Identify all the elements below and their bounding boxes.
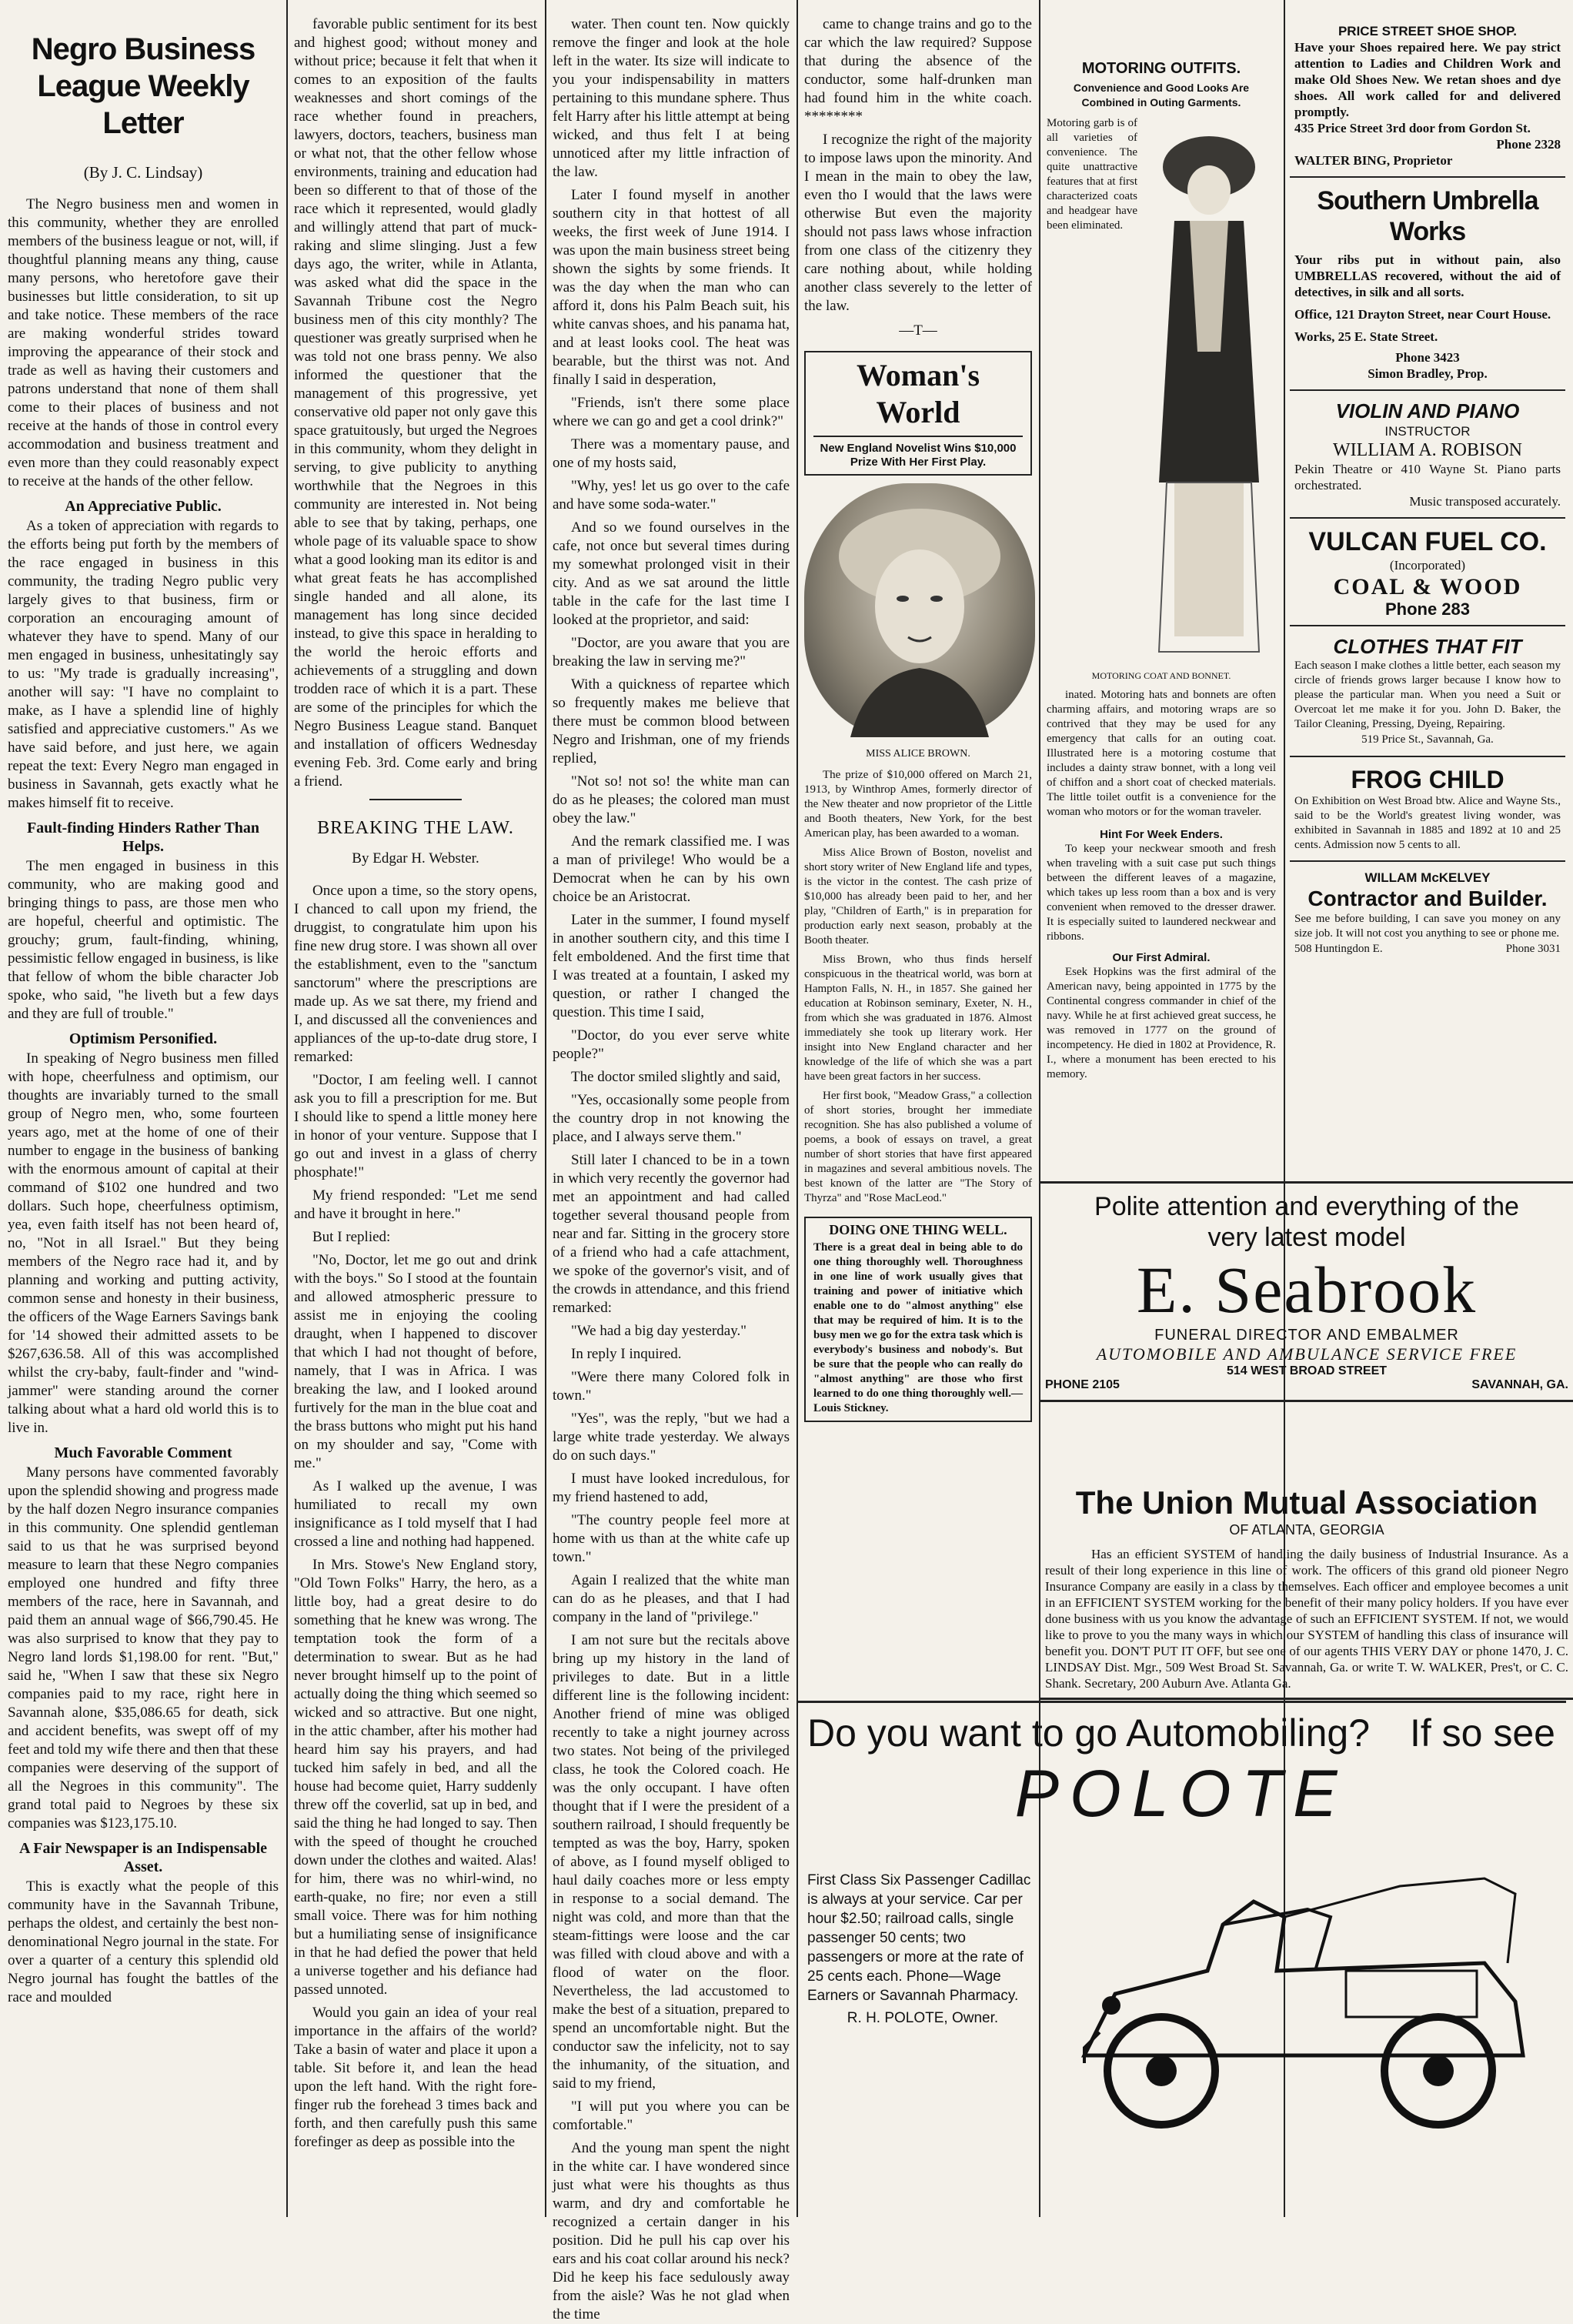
ad-seabrook <box>1040 1181 1573 1402</box>
paragraph: Many persons have commented favorably upon the splendid showing and progress made by the half dozen Negro insurance companies in this community. One splendid gentleman said to us that he was surprised beyond measure to learn that these Negro companies employed one hundred and fifty three members of the race, here in Savannah, and paid them an annual wage of $66,790.45. He was also surprised to know that they pay to Negro land lords $1,198.00 for rent. "But," said he, "When I saw that these six Negro companies paid to my race, right here in Savannah alone, $35,086.65 for death, sick and accident benefits, was swept off of my feet and told my wife there and then that these companies were deserving of the support of all the Negroes in this community". The grand total paid to Negroes by these six companies was $123,175.10. <box>8 1464 279 1831</box>
paragraph: "Yes, occasionally some people from the country drop in not knowing the place, and I always serve them." <box>553 1092 790 1145</box>
divider: —T— <box>899 322 937 339</box>
paragraph: Her first book, "Meadow Grass," a collection of short stories, brought her immediate recognition. She has also published a volume of poems, a book of essays on travel, a great number of short stories that have first appeared in magazines and several ambitious novels. The best known of the latter are "The Story of Thyrza" and "Rose MacLeod." <box>804 1090 1032 1204</box>
paragraph: favorable public sentiment for its best and highest good; without money and without price; because it felt that when it comes to an exposition of the faults weaknesses and short comings of the race whether found in preachers, lawyers, doctors, teachers, business man or what not, that the other fellow whose environments, training and education had been so different to that of those of the race which it represented, would gladly and willingly attend that part of muck-raking and slime slinging. Just a few days ago, the writer, while in Atlanta, was asked what did the space in the Savannah Tribune cost the Negro business men of this city monthly? The questioner was greatly surprised when he was told not one brass penny. We also informed the questioner that the management of this progressive, yet conservative old paper not only gave this space gratuitously, but urged the Negroes in this community, whom they delight in serving, to give publicity to anything worthwhile that the Negroes in this community are interested in. Not being able to see that by taking, perhaps, one whole page of its valuable space to show what a good looking man its editor is and what great feats he has accomplished single handed and all alone, its management has long since decided instead, to give this space in heralding to the world the heroic efforts and achievements of a struggling and down trodden race of which it is a part. These are some of the principles for which the Negro Business League stand. Banquet and installation of officers Wednesday evening Feb. 3rd. Come early and bring a friend. <box>294 16 537 790</box>
column-motoring <box>1047 15 1276 1170</box>
ad-phone: Phone 2328 <box>1496 137 1561 152</box>
womans-world-title: Woman's World <box>813 357 1023 437</box>
ad-title: CLOTHES THAT FIT <box>1333 635 1522 658</box>
subheading: Hint For Week Enders. <box>1100 828 1223 841</box>
paragraph: Motoring garb is of all varieties of convenience. The quite unattractive features that at first characterized coats and headgear have been eliminated. <box>1047 117 1137 232</box>
paragraph: In Mrs. Stowe's New England story, "Old Town Folks" Harry, the hero, as a little boy, had a great desire to do something that he knew was wrong. The temptation took the form of a determination to swear. But as he had never brought himself up to the point of actually doing the thing which seemed so wicked and so attractive. But one night, in the attic chamber, after his mother had heard him say his prayers, and had tucked him safely in bed, and all the house had become quiet, Harry suddenly threw off the coverlid, sat up in bed, and said the thing he had longed to say. Then with the speed of thought he crouched down under the clothes and waited. Alas! for him, there was no whirl-wind, no earth-quake, no fire; nor even a still small voice. There was for him nothing but a humiliating sense of insignificance in that he had defied the power that held a universe together and his defiance had passed unnoted. <box>294 1557 537 1998</box>
paragraph: "Doctor, I am feeling well. I cannot ask you to fill a prescription for me. But I should like to spend a little money here in honor of your venture. Suppose that I go out and invest in a glass of cherry phosphate!" <box>294 1072 537 1180</box>
paragraph: Miss Alice Brown of Boston, novelist and short story writer of New England life and types, is the victor in the contest. The cash prize of $10,000 has already been paid to her, and her play, "Children of Earth," is in preparation for production early next season, probably at the Booth theater. <box>804 846 1032 947</box>
ad-phone: Phone 3031 <box>1505 943 1561 955</box>
paragraph: Esek Hopkins was the first admiral of the American navy, being appointed in 1775 by the Continental congress commander in chief of the navy. While he at first achieved great success, he was removed in 1777 on the ground of incompetency. He died in 1802 at Providence, R. I., where a monument has been erected to his memory. <box>1047 966 1276 1080</box>
ad-title: PRICE STREET SHOE SHOP. <box>1338 24 1518 38</box>
ad-phone: PHONE 2105 <box>1045 1378 1120 1391</box>
column-ads <box>1290 15 1565 1170</box>
subheading: Much Favorable Comment <box>54 1444 232 1461</box>
column-breaking-law-1 <box>294 15 537 2216</box>
ad-text: Your ribs put in without pain, also UMBRELLAS recovered, without the aid of detectives, in silk and all sorts. <box>1294 252 1561 299</box>
paragraph: There was a momentary pause, and one of my hosts said, <box>553 436 790 471</box>
paragraph: My friend responded: "Let me send and have it brought in here." <box>294 1187 537 1222</box>
paragraph: Again I realized that the white man can do as he pleases, and that I had company in the land of "privilege." <box>553 1572 790 1625</box>
paragraph: In speaking of Negro business men filled with hope, cheerfulness and optimism, our thoughts are invariably turned to the small group of Negro men, who, some fourteen years ago, met at the home of one of their number to engage in the business of banking with the enormous amount of capital at their command of $102 one hundred and two dollars. Such hope, cheerfulness optimism, yea, even faith itself has not been heard of, no, "Not in all Israel." But they being members of the Negro race had it, and by planning and working and putting activity, common sense and honesty in their business, the officers of the Wage Earners Savings bank for '14 showed their admitted assets to be $267,636.58. All of this was accomplished whilst the cry-baby, fault-finder and "wind-jammer" were standing around the corner talking about what a hard old world this is to live in. <box>8 1050 279 1436</box>
paragraph: "No, Doctor, let me go out and drink with the boys." So I stood at the fountain and allowed atmospheric pressure to assist me in enjoying the cooling draught, when I happened to discover that which I had not thought of before, namely, that I was in Africa. I was breaking the law, and I looked around furtively for the man in the blue coat and the brass buttons who might put his hand on my shoulder and say, "Come with me." <box>294 1252 537 1471</box>
ad-works: Works, 25 E. State Street. <box>1294 329 1438 344</box>
column-rule <box>545 0 546 2217</box>
paragraph: And the remark classified me. I was a man of privilege! Who would be a Democrat when he can by his own choice be an Aristocrat. <box>553 833 790 905</box>
ad-owner: WALTER BING, Proprietor <box>1294 153 1453 168</box>
paragraph: In reply I inquired. <box>571 1346 682 1362</box>
ad-address: 514 WEST BROAD STREET <box>1226 1364 1388 1377</box>
ad-text: See me before building, I can save you money on any size job. It will not cost you anything to see or phone me. <box>1294 913 1561 940</box>
womans-world-box <box>804 351 1032 476</box>
paragraph: came to change trains and go to the car which the law required? Suppose that during the absence of the conductor, some half-drunken man had found him in the white coach. ******** <box>804 16 1032 125</box>
ad-owner: Simon Bradley, Prop. <box>1368 366 1488 381</box>
ad-name: POLOTE <box>1014 1757 1348 1831</box>
ad-text: First Class Six Passenger Cadillac is always at your service. Car per hour $2.50; railroad calls, single passenger 50 cents; two passengers or more at the rate of 25 cents each. Phone—Wage Earners or Savannah Pharmacy. <box>807 1872 1031 2004</box>
paragraph: And so we found ourselves in the cafe, not once but several times during my somewhat prolonged visit in their city. And as we sat around the little table in the cafe for the last time I looked at the proprietor, and said: <box>553 519 790 628</box>
ad-owner: R. H. POLOTE, Owner. <box>847 2010 999 2026</box>
doing-one-thing-box <box>804 1217 1032 1422</box>
subheading: A Fair Newspaper is an Indispensable Asset. <box>18 1840 268 1875</box>
motoring-coat-illustration <box>1144 121 1274 659</box>
ad-shoe-shop <box>1290 15 1565 178</box>
ad-subtitle: INSTRUCTOR <box>1384 424 1471 439</box>
ad-clothes-that-fit <box>1290 626 1565 757</box>
ad-office: Office, 121 Drayton Street, near Court House. <box>1294 307 1551 322</box>
ad-text: Pekin Theatre or 410 Wayne St. Piano parts orchestrated. <box>1294 462 1561 493</box>
paragraph: "Not so! not so! the white man can do as he pleases; the colored man must obey the law." <box>553 773 790 826</box>
ad-title: Southern Umbrella Works <box>1317 186 1538 246</box>
subheading: An Appreciative Public. <box>65 498 222 515</box>
ad-phone: Phone 3423 <box>1395 350 1460 365</box>
ad-service: AUTOMOBILE AND AMBULANCE SERVICE FREE <box>1096 1344 1518 1364</box>
paragraph: As I walked up the avenue, I was humiliated to recall my own insignificance as I told myself that I had crossed a line and nothing had happened. <box>294 1478 537 1550</box>
photo-caption: MISS ALICE BROWN. <box>866 748 970 760</box>
subheading: Fault-finding Hinders Rather Than Helps. <box>26 820 260 855</box>
paragraph: water. Then count ten. Now quickly remove the finger and look at the hole left in the water. Its size will indicate to you your indispensability in matters pertaining to this mundane sphere. Thus felt Harry after his little attempt at being wicked, and thus felt I at being unnoticed after my little infraction of the law. <box>553 16 790 180</box>
story-title: BREAKING THE LAW. <box>317 818 514 838</box>
paragraph: Would you gain an idea of your real importance in the affairs of the world? Take a basin of water and place it upon a table. Sit before it, and lean the head upon the left hand. With the right fore-finger rub the forehead 3 times back and forth, and then carefully push this same forefinger as deep as possible into the <box>294 2005 537 2150</box>
ad-name: WILLIAM A. ROBISON <box>1333 440 1522 460</box>
ad-line: very latest model <box>1207 1223 1406 1252</box>
paragraph: This is exactly what the people of this community have in the Savannah Tribune, perhaps the oldest, and certainly the best non-denominational Negro journal in the state. For over a quarter of a century this splendid old Negro journal has fought the battles of the race and moulded <box>8 1878 279 2005</box>
paragraph: "Yes", was the reply, "but we had a large white trade yesterday. We always do on such days." <box>553 1411 790 1464</box>
ad-frog-child <box>1290 757 1565 862</box>
article-title: MOTORING OUTFITS. <box>1081 60 1241 77</box>
paragraph: I am not sure but the recitals above bring up my history in the land of privileges to date. But in a little different line is the following incident: Another friend of mine was obliged recently to take a night journey across two states. Not being of the privileged class, he took the Colored coach. He was the only occupant. I have often thought that if I were the president of a southern railroad, I should frequently be tempted as was the boy, Harry, spoken of above, as I found myself obliged to haul daily coaches more or less empty in response to a social demand. The night was cold, and more than that the steam-fittings were loose and the car was filled with cloud above and with a flood of water on the floor. Nevertheless, the lad accustomed to make the best of a situation, prepared to spend an uncomfortable night. But the conductor saw the infelicity, not to say the inhumanity, of the situation, and said to my friend, <box>553 1632 790 2092</box>
ad-title: Contractor and Builder. <box>1307 887 1548 910</box>
column-womans-world <box>804 15 1032 1562</box>
ad-address: 519 Price St., Savannah, Ga. <box>1361 733 1494 746</box>
paragraph: And the young man spent the night in the white car. I have wondered since just what were his thoughts as thus warm, and dry and comfortable he recognized a certain danger in his position. Did he pull his cap over his ears and his coat collar around his neck? Did he keep his face sedulously away from the aisle? Was he not glad when the time <box>553 2140 790 2322</box>
ad-umbrella-works <box>1290 178 1565 391</box>
ad-title: FROG CHILD <box>1351 766 1505 793</box>
column-business-league <box>8 15 279 2216</box>
divider <box>369 799 462 800</box>
ad-subtitle: (Incorporated) <box>1389 558 1466 573</box>
ad-mckelvey <box>1290 862 1565 965</box>
ad-address: 508 Huntingdon E. <box>1294 943 1383 955</box>
article-body <box>8 195 279 2007</box>
ad-note: Music transposed accurately. <box>1409 494 1561 509</box>
portrait-photo <box>804 483 1035 737</box>
ad-polote <box>797 1701 1566 2211</box>
paragraph: The Negro business men and women in this community, whether they are enrolled members of the business league or not, will, if thoughtful planning means any thing, cause many persons, who heretofore gave their businesses but little consideration, to sit up and take notice. These members of the race are making wonderful strides toward improving the appearance of their stock and trade as well as having their customers and patrons understand that none of them shall come to their places of business and not receive at the hands of those in control every accommodation and business treatment and even more than they could reasonably expect to receive at the hands of the other fellow. <box>8 196 279 489</box>
ad-name: E. Seabrook <box>1136 1253 1478 1327</box>
ad-text: On Exhibition on West Broad btw. Alice and Wayne Sts., said to be the World's greatest living wonder, was exhibited in Savannah in 1885 and 1892 at 10 and 25 cents. Admission now 5 cents to all. <box>1294 795 1561 851</box>
story-byline: By Edgar H. Webster. <box>352 850 479 866</box>
subheading: Our First Admiral. <box>1112 951 1211 964</box>
paragraph: The doctor smiled slightly and said, <box>571 1069 781 1085</box>
paragraph: But I replied: <box>312 1229 391 1245</box>
paragraph: "Doctor, do you ever serve white people?" <box>553 1027 790 1062</box>
ad-city: SAVANNAH, GA. <box>1471 1378 1568 1391</box>
paragraph: With a quickness of repartee which so frequently makes me believe that there must be common blood between Negro and Irishman, one of my friends replied, <box>553 676 790 766</box>
paragraph: "Were there many Colored folk in town." <box>553 1369 790 1404</box>
paragraph: Later I found myself in another southern city in that hottest of all weeks, the first week of June 1914. I was upon the main business street being shown the sights by some friends. It was the day when the man who can afford it, dons his Palm Beach suit, his white canvas shoes, and his panama hat, and at least looks cool. The heat was bearable, but the thirst was not. And finally I said in desperation, <box>553 187 790 388</box>
paragraph: Once upon a time, so the story opens, I chanced to call upon my friend, the druggist, to congratulate him upon his fine new drug store. I was shown all over the establishment, even to the "sanctum sanctorum" where the prescriptions are made up. As we sat there, my friend and I, and discussed all the conveniences and appliances of the up-to-date drug store, I remarked: <box>294 883 537 1065</box>
paragraph: "We had a big day yesterday." <box>571 1323 746 1339</box>
paragraph: "I will put you where you can be comfortable." <box>553 2099 790 2133</box>
paragraph: The men engaged in business in this community, who are making good and bringing things to pass, are those men who are hopeful, cheerful and optimistic. The grouchy; grum, fault-finding, whining, pessimistic fellow engaged in business, is like that fellow of whom the bible character Job spoke, who said, "he liveth but a few days and they are full of trouble." <box>8 858 279 1022</box>
paragraph: "Friends, isn't there some place where we can go and get a cool drink?" <box>553 395 790 429</box>
ad-vulcan-fuel <box>1290 519 1565 626</box>
ad-address: 435 Price Street 3rd door from Gordon St. <box>1294 121 1531 135</box>
paragraph: Still later I chanced to be in a town in which very recently the governor had met an appointment and had called together several thousand people from near and far. Sitting in the grocery store of a friend who had a cafe attachment, we spoke of the governor's visit, and of the crowds in attendance, and this friend remarked: <box>553 1152 790 1316</box>
ad-union-mutual <box>1040 1478 1573 1700</box>
subheading: Optimism Personified. <box>68 1030 218 1047</box>
paragraph: "Doctor, are you aware that you are breaking the law in serving me?" <box>553 635 790 669</box>
column-rule <box>286 0 288 2217</box>
ad-role: FUNERAL DIRECTOR AND EMBALMER <box>1154 1327 1459 1344</box>
headline: Negro Business League Weekly Letter <box>31 32 255 140</box>
ad-name: WILLAM McKELVEY <box>1364 870 1491 885</box>
ad-text: Each season I make clothes a little better, each season my circle of friends grows larger because I know how to please the particular man. When you need a Suit or Overcoat let me make it for you. John D. Baker, the Tailor Cleaning, Pressing, Dyeing, Repairing. <box>1294 659 1561 730</box>
paragraph: Later in the summer, I found myself in another southern city, and this time I felt emboldened. And the first time that I was treated at a fountain, I asked my question, or rather I changed the question. This time I said, <box>553 912 790 1020</box>
automobile-illustration <box>1054 1840 1546 2163</box>
figure-caption: MOTORING COAT AND BONNET. <box>1091 670 1231 681</box>
ad-phone: Phone 283 <box>1384 599 1471 619</box>
paragraph: As a token of appreciation with regards to the efforts being put forth by the members of the race engaged in business in this community, the trading Negro public very largely gives to that business, firm or corporation an encouraging amount of whatever they have to spend. Many of our men engaged in business, unhesitatingly say to us: "My trade is gradually increasing", another will say: "I have no complaint to make, as I have a splendid line of highly satisfied and appreciative customers." As we have said before, and just here, we again repeat the text: Every Negro man engaged in business in Savannah, gets exactly what he makes himself fit to receive. <box>8 518 279 811</box>
paragraph: To keep your neckwear smooth and fresh when traveling with a suit case put such things between the different leaves of a magazine, which takes up less room than a box and is very convenient when removed to the dresser drawer. It is especially suited to laundered neckwear and ribbons. <box>1047 843 1276 943</box>
paragraph: I must have looked incredulous, for my friend hastened to add, <box>553 1471 790 1505</box>
paragraph: inated. Motoring hats and bonnets are often charming affairs, and motoring wraps are so contrived that they may be used for any emergency that calls for an outing coat. Illustrated here is a motoring costume that includes a dainty straw bonnet, with a long veil of chiffon and a short coat of checked materials. The little toilet outfit is a convenience for the woman who motors or for the woman traveler. <box>1047 689 1276 818</box>
ad-product: COAL & WOOD <box>1333 574 1522 599</box>
ad-title: VULCAN FUEL CO. <box>1308 527 1547 556</box>
ad-title: VIOLIN AND PIANO <box>1335 399 1520 422</box>
portrait-illustration <box>804 483 1035 737</box>
womans-world-subtitle: New England Novelist Wins $10,000 Prize With Her First Play. <box>820 442 1017 469</box>
paragraph: "Why, yes! let us go over to the cafe and have some soda-water." <box>553 478 790 513</box>
paragraph: I recognize the right of the majority to impose laws upon the minority. And I mean in the main to obey the law, even tho I would that the laws were otherwise But even the majority should not pass laws whose infraction from one class of the citizenry they care nothing about, while holding another class severely to the letter of the law. <box>804 132 1032 314</box>
ad-text: Have your Shoes repaired here. We pay strict attention to Ladies and Children Work and make Old Shoes New. We retan shoes and dye shoes. All work called for and delivered promptly. <box>1294 40 1561 119</box>
ad-text: Has an efficient SYSTEM of handling the daily business of Industrial Insurance. As a result of their long experience in this line of work. The officers of this grand old pioneer Negro Insurance Company are easily in a class by themselves. Each officer and employee becomes a unit in an EFFICIENT SYSTEM working for the benefit of their many policy holders. If you have ever done business with us you know the advantage of such an EFFICIENT SYSTEM. If not, we would like to prove to you the many ways in which our SYSTEM of handling this class of insurance will benefit you. DON'T PUT IT OFF, but see one of our agents THIS VERY DAY or phone 1470, J. C. LINDSAY Dist. Mgr., 509 West Broad St. Savannah, Ga. or write T. W. WALKER, Pres't, or C. C. Shank. Secretary, 200 Auburn Ave. Atlanta Ga. <box>1045 1547 1568 1691</box>
ad-subtitle: OF ATLANTA, GEORGIA <box>1229 1522 1384 1538</box>
box-title: DOING ONE THING WELL. <box>829 1222 1007 1237</box>
ad-headline: Do you want to go Automobiling? <box>807 1711 1371 1755</box>
paragraph: The prize of $10,000 offered on March 21, 1913, by Winthrop Ames, formerly director of the New theater and now proprietor of the Little and Booth theaters, New York, for the best American play, has been awarded to a woman. <box>804 769 1032 840</box>
box-text: There is a great deal in being able to do one thing thoroughly well. Thoroughness in one line of work usually gives that training and power of initiative which enable one to do "almost anything" else that may be required of him. It is to the busy men we go for the extra task which is everybody's business and nobody's. But be sure that the people who can really do "almost anything" are those who first learned to do one thing thoroughly well.—Louis Stickney. <box>813 1241 1023 1414</box>
ad-title: The Union Mutual Association <box>1075 1484 1538 1521</box>
paragraph: Miss Brown, who thus finds herself conspicuous in the theatrical world, was born at Hampton Falls, N. H., in 1857. She gained her education at Robinson seminary, Exeter, N. H., from which she was graduated in 1876. Almost immediately she took up literary work. Her insight into New England character and her knowledge of the life of which she was a part have been great factors in her success. <box>804 953 1032 1083</box>
ad-line: Polite attention and everything of the <box>1094 1192 1519 1221</box>
column-breaking-law-2 <box>553 15 790 2322</box>
paragraph: "The country people feel more at home with us than at the white cafe up town." <box>553 1512 790 1565</box>
ad-violin-piano <box>1290 391 1565 519</box>
article-subtitle: Convenience and Good Looks Are Combined in Outing Garments. <box>1073 82 1250 109</box>
ad-headline-2: If so see <box>1410 1711 1555 1755</box>
byline: (By J. C. Lindsay) <box>83 163 203 182</box>
